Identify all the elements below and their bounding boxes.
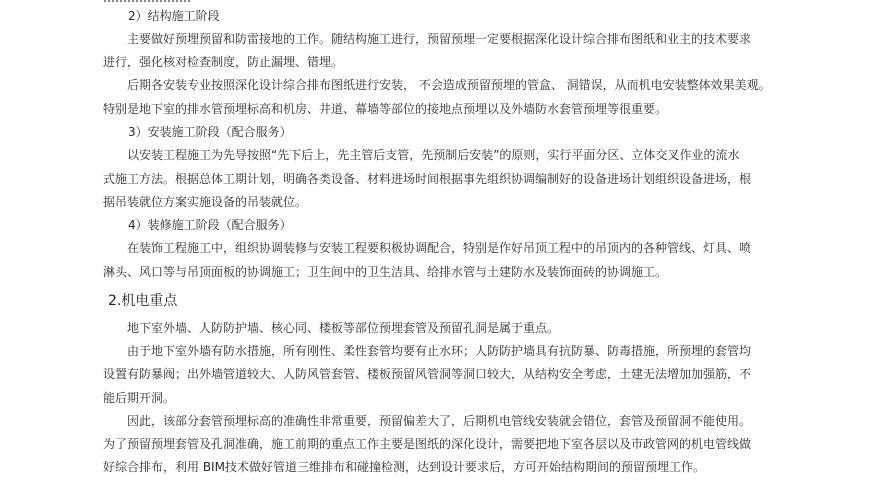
paragraph-line: 式施工方法。根据总体工期计划，明确各类设备、材料进场时间根据事先组织协调编制好的设备进场计划组织设备进场，根	[103, 172, 752, 186]
subheading-decoration-stage: 4）装修施工阶段（配合服务）	[128, 218, 292, 232]
paragraph-line: 由于地下室外墙有防水措施，所有刚性、柔性套管均要有止水环；人防防护墙具有抗防暴、防毒措施，所预埋的套管均	[127, 344, 752, 358]
subheading-structure-stage: 2）结构施工阶段	[128, 9, 220, 23]
top-dotted-rule	[104, 0, 190, 5]
paragraph-line: 为了预留预埋套管及孔洞准确，施工前期的重点工作主要是图纸的深化设计，需要把地下室各层以及市政管网的机电管线做	[103, 437, 752, 451]
paragraph-line: 能后期开洞。	[103, 391, 176, 405]
paragraph-line: 在装饰工程施工中，组织协调装修与安装工程要积极协调配合，特别是作好吊顶工程中的吊顶内的各种管线、灯具、喷	[127, 241, 752, 255]
paragraph-line: 以安装工程施工为先导按照“先下后上，先主管后支管，先预制后安装”的原则，实行平面分区、立体交叉作业的流水	[127, 148, 740, 162]
paragraph-line: 因此，该部分套管预埋标高的准确性非常重要，预留偏差大了，后期机电管线安装就会错位，套管及预留洞不能使用。	[127, 414, 752, 428]
section-heading-mep-key-points: 2.机电重点	[108, 293, 178, 309]
paragraph-line: 淋头、风口等与吊顶面板的协调施工；卫生间中的卫生洁具、给排水管与土建防水及装饰面砖的协调施工。	[103, 265, 668, 279]
paragraph-line: 据吊装就位方案实施设备的吊装就位。	[103, 195, 308, 209]
paragraph-line: 设置有防暴阀；出外墙管道较大、人防风管套管、楼板预留风管洞等洞口较大，从结构安全考虑，土建无法增加加强筋，不	[103, 367, 752, 381]
paragraph-line: 主要做好预埋预留和防雷接地的工作。随结构施工进行，预留预埋一定要根据深化设计综合排布图纸和业主的技术要求	[127, 32, 752, 46]
paragraph-line: 地下室外墙、人防防护墙、核心同、楼板等部位预埋套管及预留孔洞是属于重点。	[127, 321, 560, 335]
paragraph-line: 特别是地下室的排水管预埋标高和机房、井道、幕墙等部位的接地点预埋以及外墙防水套管预埋等很重要。	[103, 102, 668, 116]
paragraph-line: 后期各安装专业按照深化设计综合排布图纸进行安装， 不会造成预留预埋的管盒、 洞错误，从而机电安装整体效果美观。	[127, 78, 771, 92]
subheading-installation-stage: 3）安装施工阶段（配合服务）	[128, 125, 292, 139]
paragraph-line: 进行，强化核对检查制度，防止漏埋、错埋。	[103, 55, 344, 69]
paragraph-line: 好综合排布，利用 BIM技术做好管道三维排布和碰撞检测，达到设计要求后，方可开始结构期间的预留预埋工作。	[103, 460, 705, 474]
